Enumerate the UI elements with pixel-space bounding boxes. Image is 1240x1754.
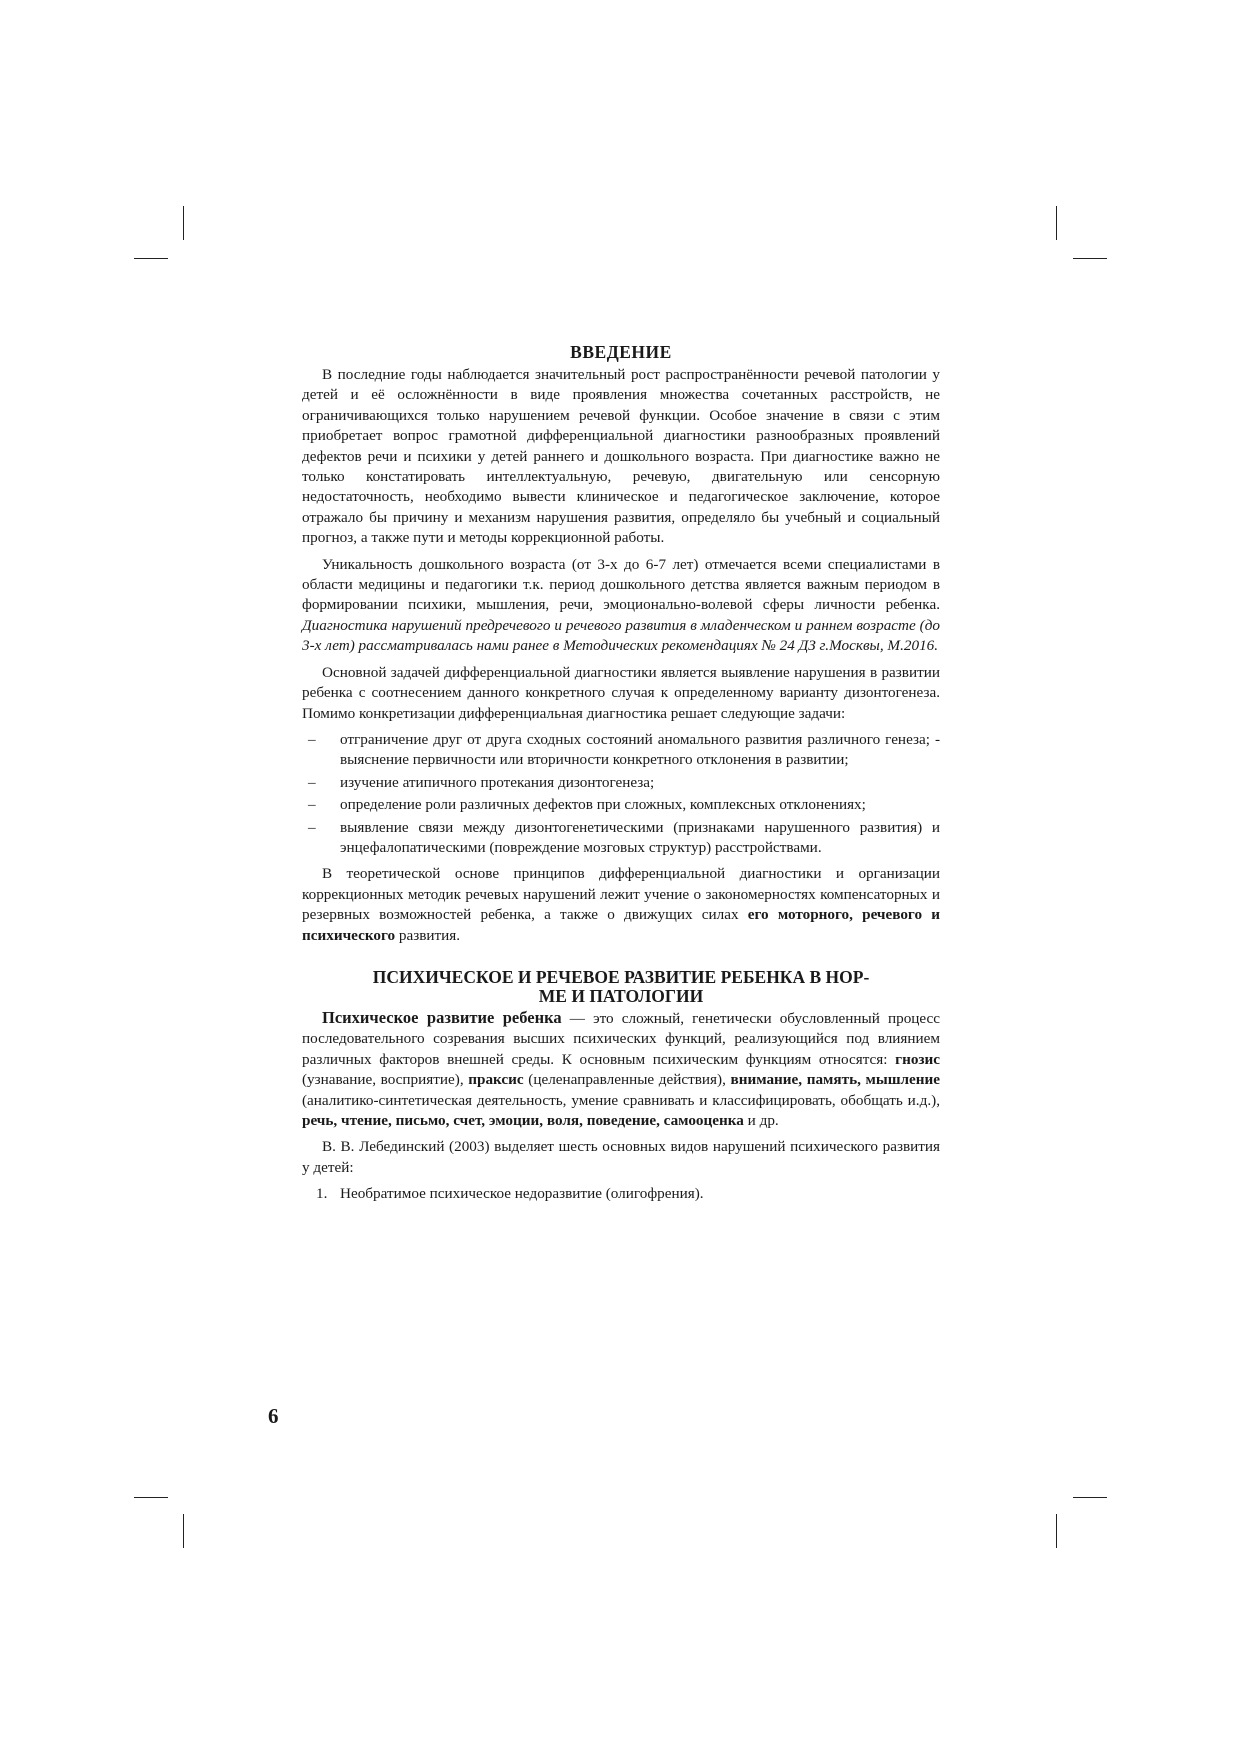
crop-mark-top-right-vertical	[1056, 206, 1057, 240]
crop-mark-bottom-left-horizontal	[134, 1497, 168, 1498]
crop-mark-bottom-right-horizontal	[1073, 1497, 1107, 1498]
crop-mark-top-left-horizontal	[134, 258, 168, 259]
page-number: 6	[268, 1404, 279, 1428]
dash-bullet: –	[308, 818, 316, 836]
section-paragraph-2: В. В. Лебединский (2003) выделяет шесть основных видов нарушений психического развития у детей:	[302, 1138, 940, 1176]
section-heading: ПСИХИЧЕСКОЕ И РЕЧЕВОЕ РАЗВИТИЕ РЕБЕНКА В НОР- МЕ И ПАТОЛОГИИ	[372, 966, 870, 1006]
dash-bullet: –	[308, 730, 316, 748]
tasks-list	[302, 730, 940, 858]
intro-paragraph-1: В последние годы наблюдается значительный рост распространённости речевой патологии у детей и её осложнённости в виде проявления множества сочетанных расстройств, не ограничивающихся только нарушением речевой функции. Особое значение в связи с этим приобретает вопрос грамотной дифференциальной диагностики разнообразных проявлений дефектов речи и психики у детей раннего и дошкольного возраста. При диагностике важно не только констатировать интеллектуальную, речевую, двигательную или сенсорную недостаточность, необходимо вывести клиническое и педагогическое заключение, которое отражало бы причину и механизм нарушения развития, определяло бы учебный и социальный прогноз, а также пути и методы коррекционной работы.	[302, 366, 940, 547]
term-mental-development: Психическое развитие ребенка	[322, 1007, 562, 1027]
list-item: – выявление связи между дизонтогенетическими (признаками нарушенного развития) и энцефалопатическими (повреждение мозговых структур) расстройствами.	[308, 818, 940, 856]
intro-paragraph-2-italic: Диагностика нарушений предречевого и речевого развития в младенческом и раннем возрасте (до 3-х лет) рассматривалась нами ранее в Методических рекомендациях № 24 ДЗ г.Москвы, М.2016.	[302, 616, 940, 655]
crop-mark-bottom-left-vertical	[183, 1514, 184, 1548]
intro-paragraph-2-text: Уникальность дошкольного возраста (от 3-х до 6-7 лет) отмечается всеми специалистами в области медицины и педагогики т.к. период дошкольного детства является важным периодом в формировании психики, мышления, речи, эмоционально-волевой сферы личности ребенка.	[302, 555, 940, 614]
list-item: – определение роли различных дефектов при сложных, комплексных отклонениях;	[302, 795, 940, 815]
section-paragraph-1: Психическое развитие ребенка — это сложный, генетически обусловленный процесс последовательного созревания высших психических функций, реализующийся под влиянием различных факторов внешней среды. К основным психическим функциям относятся: гнозис (узнавание, восприятие), праксис (целенаправленные действия), внимание, память, мышление (аналитико-синтетическая деятельность, умение сравнивать и классифицировать, обобщать и.д.), речь, чтение, письмо, счет, эмоции, воля, поведение, самооценка и др.	[302, 1007, 941, 1129]
list-item: – изучение атипичного протекания дизонтогенеза;	[302, 773, 940, 793]
crop-mark-top-left-vertical	[183, 206, 184, 240]
list-item: – отграничение друг от друга сходных состояний аномального развития различного генеза; - выяснение первичности или вторичности конкретного отклонения в развитии;	[308, 730, 940, 769]
page-content	[302, 342, 940, 1205]
intro-paragraph-3: Основной задачей дифференциальной диагностики является выявление нарушения в развитии ребенка с соотнесением данного конкретного случая к определенному варианту дизонтогенеза. Помимо конкретизации дифференциальная диагностика решает следующие задачи:	[302, 663, 940, 722]
crop-mark-top-right-horizontal	[1073, 258, 1107, 259]
intro-paragraph-2	[302, 555, 940, 657]
intro-paragraph-4-bold: его моторного, речевого и психического	[302, 906, 940, 944]
list-number: 1.	[316, 1185, 328, 1203]
crop-mark-bottom-right-vertical	[1056, 1514, 1057, 1548]
intro-paragraph-4: В теоретической основе принципов дифференциальной диагностики и организации коррекционных методик речевых нарушений лежит учение о закономерностях компенсаторных и резервных возможностей ребенка, а также о движущих силах его моторного, речевого и психического развития.	[302, 865, 940, 944]
numbered-item-1: 1. Необратимое психическое недоразвитие (олигофрения).	[302, 1184, 940, 1204]
page-title: ВВЕДЕНИЕ	[570, 342, 672, 362]
dash-bullet: –	[308, 796, 316, 814]
dash-bullet: –	[308, 773, 316, 791]
